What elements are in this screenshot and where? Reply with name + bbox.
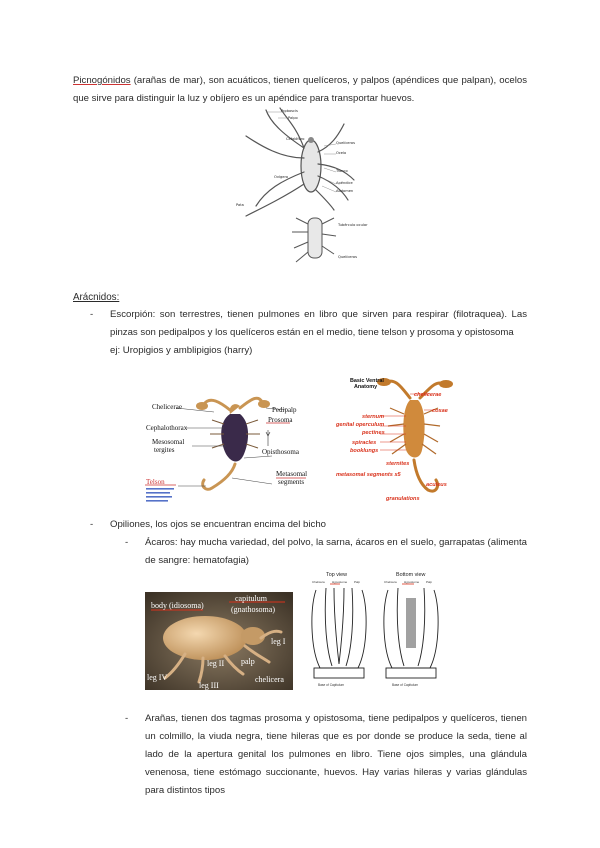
label-0: Proboscis — [281, 109, 298, 113]
mite-leg1-label: leg I — [271, 637, 286, 646]
mite-leg2-label: leg II — [207, 659, 225, 668]
scorpion-item — [90, 306, 527, 360]
label-1: Palpo — [288, 116, 298, 120]
mite-chelicera-label: chelicera — [255, 675, 284, 684]
pycnogonid-paragraph — [73, 72, 527, 108]
tick-capitulum-diagram — [296, 568, 456, 692]
label-4: Ovígero — [274, 175, 289, 179]
mite-photo — [145, 592, 293, 690]
cephalothorax-label: Cephalothorax — [146, 424, 188, 432]
sea-spider-diagram — [226, 106, 376, 274]
bottom-small-2: Palp — [426, 580, 433, 584]
opiliones-item — [90, 516, 527, 534]
ventral-title-1: Basic Ventral — [350, 378, 384, 384]
label-3: Quelíceros — [336, 141, 355, 145]
ventral-pectines-label: pectines — [362, 430, 385, 436]
ventral-genital-label: genital operculum — [336, 422, 385, 428]
opisthosoma-label: Opisthosoma — [262, 448, 299, 456]
ventral-chelicerae-label: chelicerae — [414, 392, 442, 398]
ventral-booklungs-label: booklungs — [350, 448, 379, 454]
mite-body-label: body (idiosoma) — [151, 601, 204, 610]
segments-label: segments — [278, 478, 305, 486]
ventral-sternum-label: sternum — [362, 414, 385, 420]
mite-leg4-label: leg IV — [147, 673, 168, 682]
scorpion-example: ej: Uropigios y amblipigios (harry) — [110, 345, 253, 356]
label-6: Tronco — [336, 169, 348, 173]
metasomal-label: Metasomal — [276, 470, 308, 478]
label-10: Tubérculo ocular — [338, 223, 368, 227]
ventral-metasomal-label: metasomal segments x5 — [336, 472, 401, 478]
bottom-view-label: Bottom view — [396, 572, 426, 578]
mite-palp-label: palp — [241, 657, 255, 666]
pycnogonid-text: (arañas de mar), son acuáticos, tienen quelíceros, y palpos (apéndices que palpan), ocelos que sirve para distinguir la luz y obíjero es un apéndice para transportar huevos. — [73, 75, 527, 104]
prosoma-label: Prosoma — [268, 416, 293, 424]
bullet-dash: - — [90, 309, 94, 320]
scorpion-diagram — [140, 374, 460, 506]
ventral-granulations-label: granulations — [386, 496, 420, 502]
label-11: Quelíceros — [338, 255, 357, 259]
bullet-dash: - — [125, 537, 129, 548]
mite-capitulum-label: capitulum — [235, 594, 267, 603]
acaros-text: Ácaros: hay mucha variedad, del polvo, la sarna, ácaros en el suelo, garrapatas (alimenta de sangre: hematofagia) — [145, 537, 527, 566]
label-8: Abdomen — [336, 189, 354, 193]
chelicerae-label: Chelicerae — [152, 403, 182, 411]
scorpion-text: Escorpión: son terrestres, tienen pulmones en libro que sirven para respirar (filotraquea). Las pinzas son pedipalpos y los quelíceros están en el medio, tiene telson y prosoma y opistosoma — [110, 309, 527, 338]
mite-gnathosoma-label: (gnathosoma) — [231, 605, 275, 614]
bullet-dash: - — [90, 519, 94, 530]
top-small-2: Palp — [354, 580, 361, 584]
aranas-text: Arañas, tienen dos tagmas prosoma y opistosoma, tiene pedipalpos y quelíceros, tienen un colmillo, la viuda negra, tiene hileras que es por donde se produce la seda, tiene al lado de la apertura genital los pulmones en libro. Tiene ojos simples, una glándula venenosa, tiene estómago succionante, huevos. Hay varias hileras y varias glándulas para distintos tipos — [145, 713, 527, 796]
tergites-label: tergites — [154, 446, 175, 454]
mite-leg3-label: leg III — [199, 681, 219, 690]
label-2: Cefalóforo — [286, 137, 305, 141]
ventral-aculeus-label: aculeus — [426, 482, 447, 488]
ventral-title-2: Anatomy — [354, 384, 378, 390]
label-9: Pata — [236, 203, 244, 207]
label-7: Apéndice — [336, 181, 353, 185]
pedipalp-label: Pedipalp — [272, 406, 297, 414]
arachnids-heading: Arácnidos: — [73, 292, 120, 303]
label-5: Ocelo — [336, 151, 347, 155]
bottom-small-0: Chelicera — [384, 580, 397, 584]
top-small-1: Hypostome — [332, 580, 348, 584]
telson-label: Telson — [146, 478, 165, 486]
mesosomal-label: Mesosomal — [152, 438, 185, 446]
top-view-label: Top view — [326, 572, 347, 578]
ventral-coxae-label: coxae — [432, 408, 448, 414]
acaros-item — [125, 534, 527, 570]
pycnogonid-term: Picnogónidos — [73, 75, 131, 86]
opiliones-text: Opiliones, los ojos se encuentran encima del bicho — [110, 519, 326, 530]
ventral-spiracles-label: spiracles — [352, 440, 377, 446]
bottom-small-1: Hypostome — [404, 580, 420, 584]
top-small-0: Chelicera — [312, 580, 325, 584]
aranas-item — [125, 710, 527, 800]
bullet-dash: - — [125, 713, 129, 724]
top-caption: Base of Capitulum — [318, 683, 345, 687]
bottom-caption: Base of Capitulum — [392, 683, 419, 687]
ventral-sternites-label: sternites — [386, 461, 410, 467]
